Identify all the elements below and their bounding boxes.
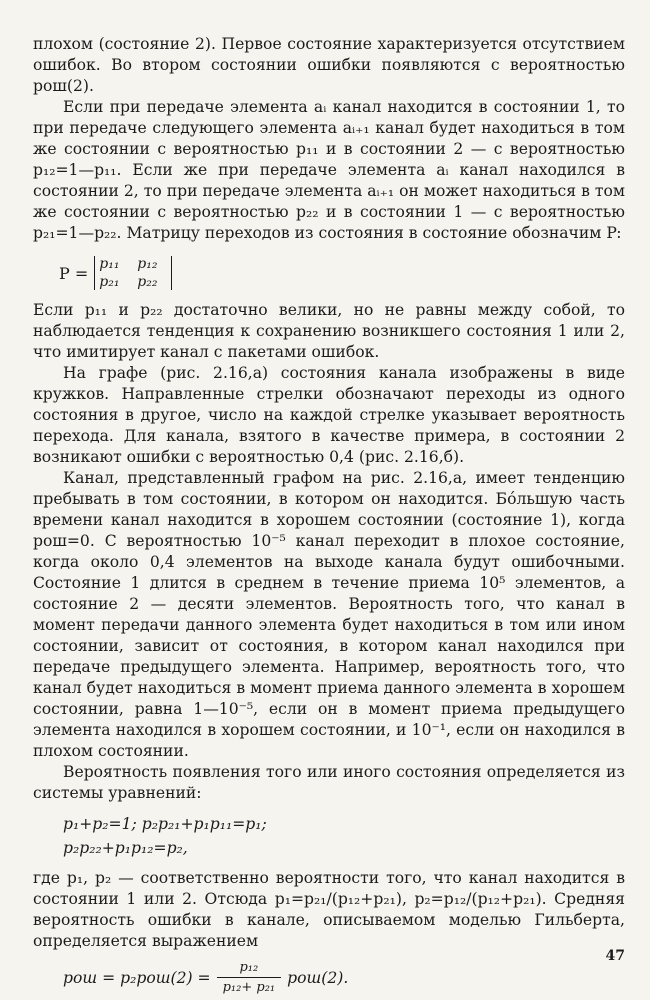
fraction-numerator: p₁₂ (239, 960, 259, 975)
paragraph-2: Если при передаче элемента aᵢ канал находится в состоянии 1, то при передаче следующего элемента aᵢ₊₁ канал будет находиться в том же состоянии с вероятностью p₁₁ и в состоянии 2 — с вероятностью p₁₂=1—p₁₁. Если же при передаче элемента aᵢ канал находился в состоянии 2, то при передаче элемента aᵢ₊₁ он может находиться в том же состоянии с вероятностью p₂₂ и в состоянии 1 — с вероятностью p₂₁=1—p₂₂. Матрицу переходов из состояния в состояние обозначим P: (33, 98, 625, 242)
equation-system (63, 812, 625, 860)
paragraph-4: На графе (рис. 2.16,а) состояния канала изображены в виде кружков. Направленные стрелки обозначают переходы из одного состояния в другое, число на каждой стрелке указывает вероятность перехода. Для канала, взятого в качестве примера, в состоянии 2 возникают ошибки с вероятностью 0,4 (рис. 2.16,б). (33, 364, 625, 466)
paragraph-5: Канал, представленный графом на рис. 2.16,а, имеет тенденцию пребывать в том состоянии, в котором он находится. Бóльшую часть времени канал находится в хорошем состоянии (состояние 1), когда pош=0. С вероятностью 10⁻⁵ канал переходит в плохое состояние, когда около 0,4 элементов на выходе канала будут ошибочными. Состояние 1 длится в среднем в течение приема 10⁵ элементов, а состояние 2 — десяти элементов. Вероятность того, что канал в момент передачи данного элемента будет находиться в том или ином состоянии, зависит от состояния, в котором канал находился при передаче предыдущего элемента. Например, вероятность того, что канал будет находиться в момент приема данного элемента в хорошем состоянии, равна 1—10⁻⁵, если он в момент приема предыдущего элемента находился в хорошем состоянии, и 10⁻¹, если он находился в плохом состоянии. (33, 469, 625, 760)
matrix-cell: p₁₂ (137, 256, 158, 272)
fraction (217, 960, 282, 995)
formula-rhs: pош(2). (287, 968, 349, 987)
matrix-label: P = (59, 263, 89, 283)
formula-lhs: pош = p₂pош(2) = (63, 968, 211, 987)
fraction-denominator: p₁₂+ p₂₁ (217, 977, 282, 995)
equation-line-1: p₁+p₂=1; p₂p₂₁+p₁p₁₁=p₁; (63, 815, 267, 833)
error-probability-formula (63, 960, 625, 995)
matrix-cell: p₂₁ (99, 274, 120, 290)
matrix-grid (94, 256, 172, 290)
equation-line-2: p₂p₂₂+p₁p₁₂=p₂, (63, 839, 188, 857)
page-number: 47 (605, 948, 625, 964)
paragraph-3: Если p₁₁ и p₂₂ достаточно велики, но не равны между собой, то наблюдается тенденция к сохранению возникшего состояния 1 или 2, что имитирует канал с пакетами ошибок. (33, 301, 625, 361)
paragraph-6: Вероятность появления того или иного состояния определяется из системы уравнений: (33, 763, 625, 802)
paragraph-1: плохом (состояние 2). Первое состояние характеризуется отсутствием ошибок. Во втором состоянии ошибки появляются с вероятностью pош(2). (33, 35, 625, 95)
matrix-cell: p₂₂ (137, 274, 158, 290)
paragraph-7: где p₁, p₂ — соответственно вероятности того, что канал находится в состоянии 1 или 2. Отсюда p₁=p₂₁/(p₁₂+p₂₁), p₂=p₁₂/(p₁₂+p₂₁). Средняя вероятность ошибки в канале, описываемом моделью Гильберта, определяется выражением (33, 869, 625, 950)
matrix-cell: p₁₁ (99, 256, 120, 272)
transition-matrix (59, 248, 625, 298)
